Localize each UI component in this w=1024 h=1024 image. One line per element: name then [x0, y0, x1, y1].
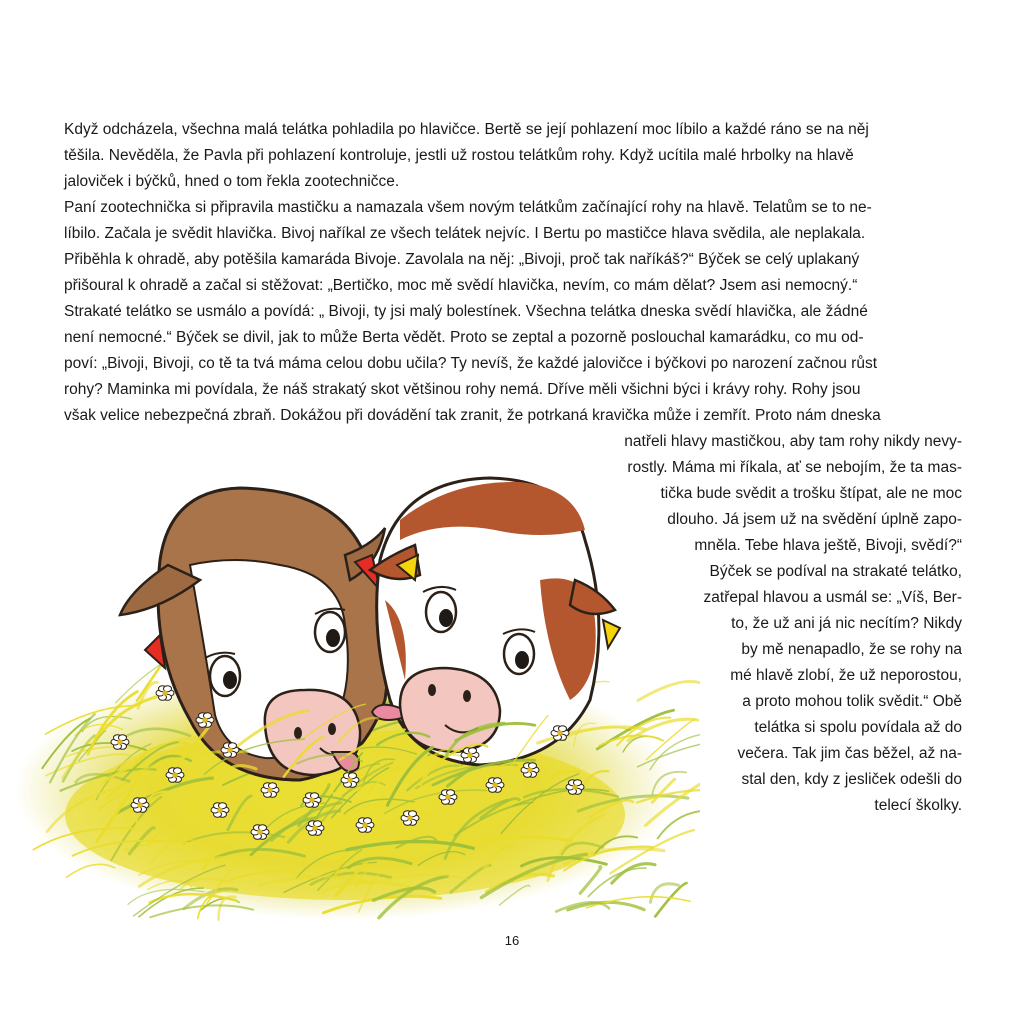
text-line: však velice nebezpečná zbraň. Dokážou při dovádění tak zranit, že potrkaná kravička může i zemřít. Proto nám dneska — [64, 407, 881, 424]
daisy-icon — [261, 783, 279, 798]
wrap-text-line: to, že už ani já nic necítím? Nikdy — [731, 615, 962, 632]
daisy-icon — [221, 743, 239, 758]
pupil — [326, 629, 340, 647]
wrap-text-line: by mě nenapadlo, že se rohy na — [741, 641, 962, 658]
daisy-icon — [156, 686, 174, 701]
daisy-icon — [166, 768, 184, 783]
text-line: Přiběhla k ohradě, aby potěšila kamaráda Bivoje. Zavolala na něj: „Bivoji, proč tak naříkáš?“ Býček se celý uplakaný — [64, 251, 860, 268]
daisy-icon — [306, 821, 324, 836]
text-line: poví: „Bivoji, Bivoji, co tě ta tvá máma celou dobu učila? Ty nevíš, že každé jalovičce i býčkovi po narození začnou růst — [64, 355, 878, 372]
wrap-text-line: mněla. Tebe hlava ještě, Bivoji, svědí?“ — [694, 537, 962, 554]
pupil — [515, 651, 529, 669]
wrap-text-line: dlouho. Já jsem už na svědění úplně zapo- — [667, 511, 962, 528]
wrap-text-line: a proto mohou tolik svědit.“ Obě — [742, 693, 962, 710]
daisy-icon — [196, 713, 214, 728]
daisy-icon — [211, 803, 229, 818]
daisy-icon — [251, 825, 269, 840]
wrap-text-line: mé hlavě zlobí, že už neporostou, — [730, 667, 962, 684]
wrap-text-line: Býček se podíval na strakaté telátko, — [709, 563, 962, 580]
wrap-text-line: natřeli hlavy mastičkou, aby tam rohy nikdy nevy- — [624, 433, 962, 450]
daisy-icon — [111, 735, 129, 750]
text-line: Strakaté telátko se usmálo a povídá: „ Bivoji, ty jsi malý bolestínek. Všechna telátka dneska svědí hlavička, ale žádné — [64, 303, 868, 320]
daisy-icon — [486, 778, 504, 793]
wrap-text-line: večera. Tak jim čas běžel, až na- — [737, 745, 962, 762]
calves-illustration — [0, 460, 700, 950]
text-line: líbilo. Začala je svědit hlavička. Bivoj naříkal ze všech telátek nejvíc. I Bertu po mastičce hlava svědila, ale neplakala. — [64, 225, 866, 242]
pupil — [223, 671, 237, 689]
pupil — [439, 609, 453, 627]
wrap-text-line: stal den, kdy z jesliček odešli do — [741, 771, 962, 788]
wrap-text-line: zatřepal hlavou a usmál se: „Víš, Ber- — [703, 589, 962, 606]
daisy-icon — [551, 726, 569, 741]
text-line: Když odcházela, všechna malá telátka pohladila po hlavičce. Bertě se její pohlazení moc líbilo a každé ráno se na něj — [64, 121, 869, 138]
page-number: 16 — [504, 933, 520, 948]
text-line: jaloviček i býčků, hned o tom řekla zootechničce. — [64, 173, 400, 190]
daisy-icon — [439, 790, 457, 805]
wrap-text-line: telátka si spolu povídala až do — [754, 719, 962, 736]
daisy-icon — [341, 773, 359, 788]
muzzle — [400, 668, 500, 752]
text-line: rohy? Maminka mi povídala, že náš strakatý skot většinou rohy nemá. Dříve měli všichni býci i krávy rohy. Rohy jsou — [64, 381, 861, 398]
daisy-icon — [566, 780, 584, 795]
text-line: není nemocné.“ Býček se divil, jak to může Berta vědět. Proto se zeptal a pozorně poslouchal kamarádku, co mu od- — [64, 329, 864, 346]
daisy-icon — [131, 798, 149, 813]
daisy-icon — [461, 748, 479, 763]
daisy-icon — [401, 811, 419, 826]
wrap-text-line: telecí školky. — [874, 797, 962, 814]
daisy-icon — [521, 763, 539, 778]
text-line: těšila. Nevěděla, že Pavla při pohlazení kontroluje, jestli už rostou telátkům rohy. Když ucítila malé hrbolky na hlavě — [64, 147, 854, 164]
text-line: Paní zootechnička si připravila mastičku a namazala všem novým telátkům začínající rohy na hlavě. Telatům se to ne- — [64, 199, 872, 216]
wrap-text-line: tička bude svědit a trošku štípat, ale ne moc — [660, 485, 962, 502]
text-line: přišoural k ohradě a začal si stěžovat: „Bertičko, moc mě svědí hlavička, nevím, co mám dělat? Jsem asi nemocný.“ — [64, 277, 858, 294]
daisy-icon — [303, 793, 321, 808]
ear-tag-icon — [603, 620, 620, 648]
wrap-text-line: rostly. Máma mi říkala, ať se nebojím, že ta mas- — [627, 459, 962, 476]
straw-blade — [638, 681, 700, 700]
daisy-icon — [356, 818, 374, 833]
